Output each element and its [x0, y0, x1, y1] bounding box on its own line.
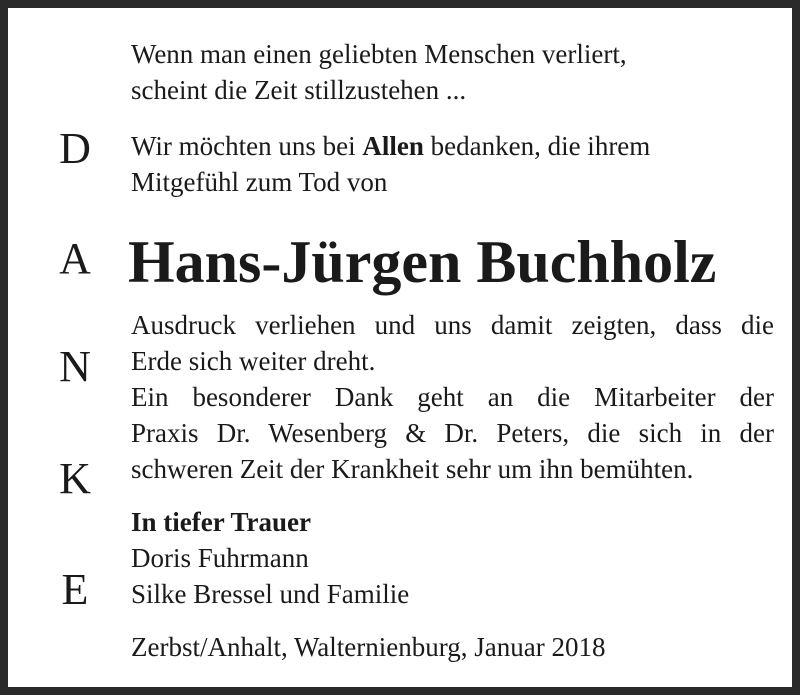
body-line-1: Ausdruck verliehen und uns damit zeigten, dass die [131, 310, 774, 340]
body-line-5: schweren Zeit der Krankheit sehr um ihn bemühten. [131, 454, 694, 484]
intro-line-1: Wenn man einen geliebten Menschen verliert, [131, 39, 627, 69]
intro-line-2: scheint die Zeit stillzustehen ... [131, 75, 467, 105]
thanks-text-bold: Allen [362, 131, 424, 161]
body-line-4: Praxis Dr. Wesenberg & Dr. Peters, die sich in der [131, 418, 774, 448]
side-letter-k: K [59, 454, 91, 503]
body-line-2: Erde sich weiter dreht. [131, 346, 376, 376]
thanks-text-before: Wir möchten uns bei [131, 131, 363, 161]
side-letter-d: D [59, 124, 91, 173]
mourning-heading: In tiefer Trauer [131, 507, 311, 537]
side-letter-a: A [59, 234, 91, 283]
body-line-3: Ein besonderer Dank geht an die Mitarbeiter der [131, 382, 774, 412]
mourner-name-2: Silke Bressel und Familie [131, 579, 410, 609]
deceased-name: Hans-Jürgen Buchholz [128, 229, 717, 295]
mourner-name-1: Doris Fuhrmann [131, 543, 309, 573]
thanks-text-after: bedanken, die ihrem [423, 131, 651, 161]
thanks-line-2: Mitgefühl zum Tod von [131, 167, 388, 197]
thanks-line-1 [131, 130, 650, 162]
place-date: Zerbst/Anhalt, Walternienburg, Januar 2018 [131, 632, 606, 662]
side-letter-e: E [61, 565, 89, 614]
side-letter-n: N [59, 342, 91, 391]
